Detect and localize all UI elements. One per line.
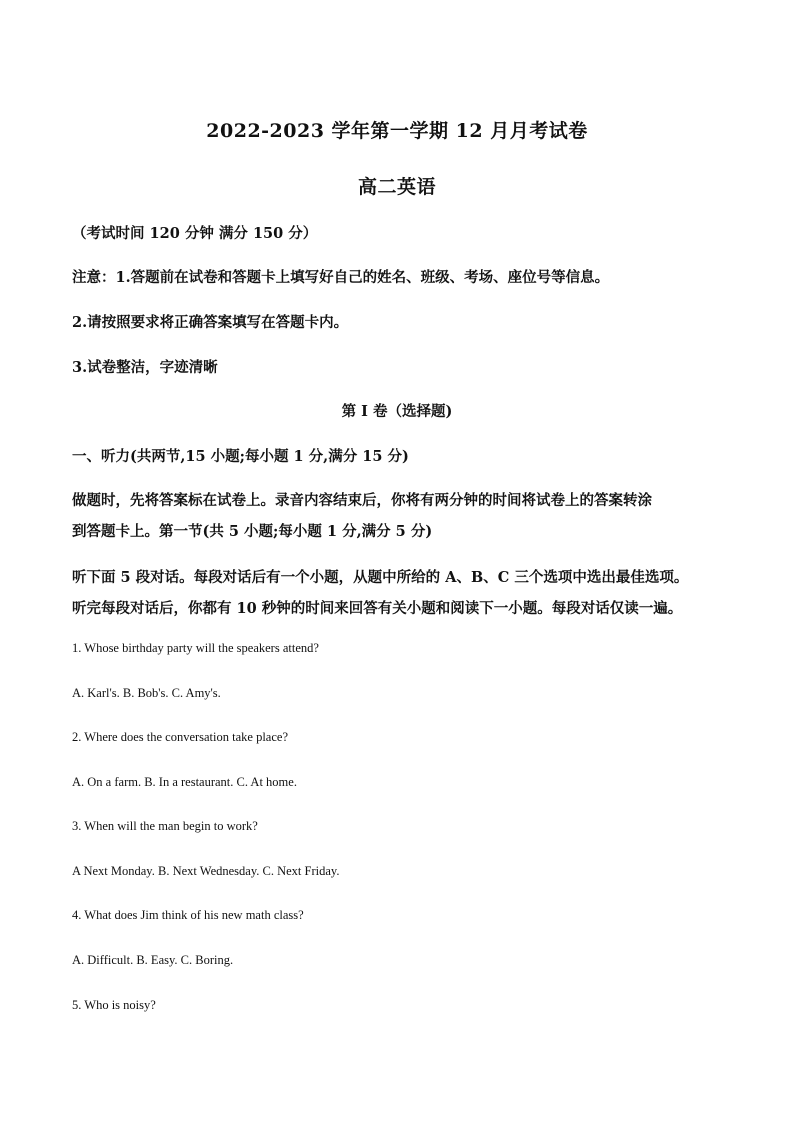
exam-subtitle: 高二英语 [357, 176, 436, 198]
note-1: 注意：1.答题前在试卷和答题卡上填写好自己的姓名、班级、考场、座位号等信息。 [72, 269, 610, 286]
note-2: 2.请按照要求将正确答案填写在答题卡内。 [72, 314, 349, 331]
question-4: 4. What does Jim think of his new math class? [72, 908, 304, 922]
instruction-2-line-2: 听完每段对话后，你都有 10 秒钟的时间来回答有关小题和阅读下一小题。每段对话仅读一遍。 [72, 600, 683, 617]
question-2-options: A. On a farm. B. In a restaurant. C. At home. [72, 775, 297, 789]
question-2: 2. Where does the conversation take place? [72, 730, 288, 744]
question-3: 3. When will the man begin to work? [72, 819, 258, 833]
question-1-options: A. Karl's. B. Bob's. C. Amy's. [72, 686, 221, 700]
instruction-1-line-2: 到答题卡上。第一节(共 5 小题;每小题 1 分,满分 5 分) [72, 523, 433, 540]
question-1: 1. Whose birthday party will the speakers attend? [72, 641, 319, 655]
instruction-1-line-1: 做题时，先将答案标在试卷上。录音内容结束后，你将有两分钟的时间将试卷上的答案转涂 [72, 492, 652, 509]
exam-title: 2022-2023 学年第一学期 12 月月考试卷 [206, 120, 588, 142]
exam-info: （考试时间 120 分钟 满分 150 分） [72, 225, 318, 242]
instruction-2-line-1: 听下面 5 段对话。每段对话后有一个小题，从题中所给的 A、B、C 三个选项中选出最佳选项。 [72, 569, 689, 586]
note-3: 3.试卷整洁，字迹清晰 [72, 359, 218, 376]
section-heading: 一、听力(共两节,15 小题;每小题 1 分,满分 15 分) [72, 448, 409, 465]
question-3-options: A Next Monday. B. Next Wednesday. C. Next Friday. [72, 864, 340, 878]
question-5: 5. Who is noisy? [72, 998, 156, 1012]
part-heading: 第 I 卷（选择题) [341, 403, 453, 420]
question-4-options: A. Difficult. B. Easy. C. Boring. [72, 953, 234, 967]
